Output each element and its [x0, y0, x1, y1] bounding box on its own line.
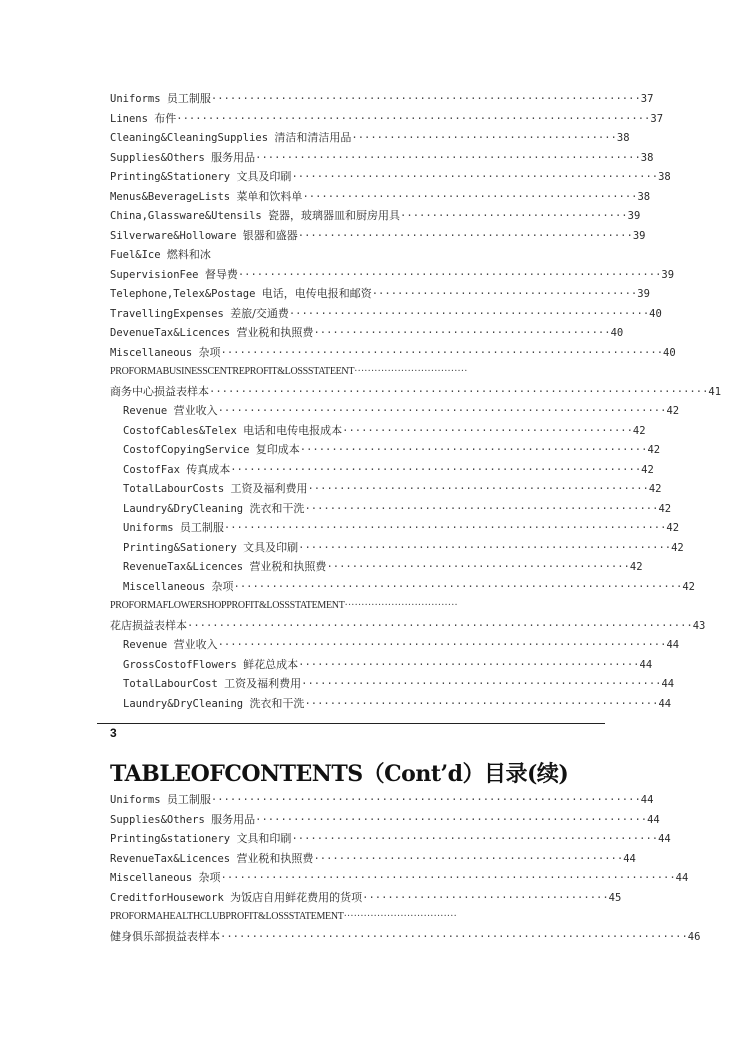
toc-entry[interactable]	[110, 907, 610, 927]
toc-entry-page: 43	[692, 619, 706, 632]
toc-entry-english: GrossCostofFlowers	[123, 658, 237, 671]
toc-entry[interactable]	[110, 421, 646, 441]
toc-entry[interactable]	[110, 187, 651, 207]
toc-entry-page: 42	[666, 522, 680, 534]
toc-entry-page: 44	[658, 833, 671, 845]
dot-leader: ·························································	[288, 307, 650, 320]
toc-entry-chinese: 洗衣和干洗	[249, 696, 305, 710]
toc-entry[interactable]	[110, 382, 722, 402]
dot-leader: ··········································	[371, 288, 638, 300]
toc-entry-chinese: 工资及福利费用	[230, 482, 308, 495]
dot-leader: ·······································································	[233, 580, 683, 593]
toc-entry[interactable]	[110, 401, 680, 421]
dot-leader: ······················································	[298, 658, 640, 671]
toc-entry-english: Telephone,Telex&Postage	[110, 288, 256, 300]
toc-entry-english: Fuel&Ice	[110, 249, 161, 261]
toc-entry-page: 46	[687, 930, 701, 943]
toc-entry-english: Revenue	[123, 405, 168, 417]
toc-entry-chinese: 督导费	[204, 267, 238, 281]
toc-entry-page: 38	[658, 171, 671, 183]
toc-entry-chinese: 营业税和执照费	[249, 560, 327, 573]
toc-entry-page: 40	[649, 307, 662, 320]
toc-entry-chinese: 布件	[154, 111, 177, 125]
toc-entry-english: PROFORMABUSINESSCENTREPROFIT&LOSSSTATEENT	[110, 366, 355, 377]
toc-entry-chinese: 工资及福利费用	[224, 677, 302, 690]
dot-leader: ··································	[343, 911, 457, 922]
dot-leader: ················································	[326, 561, 630, 573]
toc-entry-english: CostofFax	[123, 463, 180, 476]
dot-leader: ········································································	[220, 872, 676, 884]
toc-entry[interactable]	[110, 694, 672, 714]
toc-entry[interactable]	[110, 128, 630, 148]
toc-entry-page: 44	[661, 678, 675, 690]
toc-entry-page: 42	[629, 561, 643, 573]
toc-entry[interactable]	[110, 829, 671, 849]
toc-entry-english: Printing&Stationery	[110, 171, 231, 183]
toc-entry-page: 41	[708, 385, 722, 398]
toc-list-top	[110, 89, 722, 713]
toc-entry-english: Printing&stationery	[110, 833, 231, 845]
toc-entry-english: Printing&Sationery	[123, 541, 237, 554]
dot-leader: ······································································	[223, 522, 667, 534]
dot-leader: ···············································································	[209, 385, 709, 398]
toc-entry[interactable]	[110, 927, 701, 947]
dot-leader: ·························································	[301, 678, 662, 690]
dot-leader: ················································································	[187, 619, 693, 632]
toc-entry-chinese: 服务用品	[211, 150, 256, 164]
toc-entry[interactable]	[110, 226, 646, 246]
dot-leader: ···························································	[298, 541, 672, 554]
toc-entry-chinese: 员工制服	[179, 521, 224, 534]
dot-leader: ··························································	[291, 171, 659, 183]
toc-entry-english: China,Glassware&Utensils	[110, 210, 262, 222]
dot-leader: ····································································	[210, 93, 641, 105]
toc-entry-page: 44	[666, 639, 680, 651]
toc-entry-page: 45	[608, 891, 622, 904]
toc-list-bottom	[110, 790, 701, 946]
toc-entry-chinese: 瓷器，玻璃器皿和厨房用具	[268, 209, 401, 222]
toc-entry-english: Miscellaneous	[123, 580, 206, 593]
toc-entry-page: 38	[616, 132, 630, 144]
toc-entry-page: 44	[658, 697, 672, 710]
toc-entry-english: CreditforHousework	[110, 891, 224, 904]
toc-entry[interactable]	[110, 109, 664, 129]
toc-entry-english: TravellingExpenses	[110, 307, 224, 320]
toc-entry-english: CostofCopyingService	[123, 444, 250, 456]
toc-entry-english: Laundry&DryCleaning	[123, 697, 244, 710]
toc-entry[interactable]	[110, 167, 671, 187]
toc-entry[interactable]	[110, 888, 622, 908]
dot-leader: ·····················································	[297, 229, 633, 242]
toc-entry-chinese: 文具及印刷	[236, 170, 292, 183]
toc-entry[interactable]	[110, 440, 661, 460]
toc-entry-page: 42	[671, 541, 684, 554]
toc-entry-page: 44	[640, 794, 654, 806]
toc-entry-english: TotalLabourCost	[123, 678, 218, 690]
toc-entry-page: 40	[610, 327, 624, 339]
toc-entry-english: Laundry&DryCleaning	[123, 502, 244, 515]
toc-entry-english: Menus&BeverageLists	[110, 190, 231, 203]
toc-entry-page: 42	[647, 444, 661, 456]
toc-entry-english: Cleaning&CleaningSupplies	[110, 132, 269, 144]
toc-entry-chinese: 服务用品	[211, 812, 256, 826]
dot-leader: ·····························································	[255, 151, 641, 164]
toc-entry-english: Supplies&Others	[110, 151, 205, 164]
toc-entry[interactable]	[110, 499, 672, 519]
dot-leader: ······································································	[220, 346, 664, 359]
toc-entry[interactable]	[110, 323, 624, 343]
toc-entry-english: RevenueTax&Licences	[110, 852, 231, 865]
toc-entry-english: DevenueTax&Licences	[110, 327, 231, 339]
toc-entry-page: 42	[682, 580, 696, 593]
toc-entry-page: 40	[663, 346, 676, 359]
toc-entry-english: PROFORMAFLOWERSHOPPROFIT&LOSSSTATEMENT	[110, 600, 345, 611]
toc-entry-page: 44	[623, 852, 636, 865]
dot-leader: ························································	[304, 697, 659, 710]
toc-entry-chinese: 燃料和冰	[166, 248, 211, 261]
toc-entry[interactable]	[110, 460, 654, 480]
toc-entry-chinese: 营业收入	[173, 638, 218, 651]
toc-entry-page: 44	[639, 658, 653, 671]
toc-entry-english: Uniforms	[110, 93, 161, 105]
toc-entry[interactable]	[110, 790, 654, 810]
toc-entry[interactable]	[110, 89, 654, 109]
toc-entry-english: Supplies&Others	[110, 813, 205, 826]
toc-entry[interactable]	[110, 674, 675, 694]
toc-entry-english: SupervisionFee	[110, 268, 199, 281]
toc-entry-chinese: 差旅/交通费	[230, 306, 289, 320]
toc-entry-chinese: 员工制服	[166, 92, 211, 105]
dot-leader: ·······································································	[217, 405, 667, 417]
toc-entry[interactable]	[110, 616, 706, 636]
toc-entry[interactable]	[110, 538, 684, 558]
toc-entry-chinese: 清洁和清洁用品	[274, 131, 352, 144]
dot-leader: ·······································································	[217, 639, 667, 651]
toc-entry[interactable]	[110, 343, 676, 363]
toc-entry-chinese: 营业税和执照费	[236, 851, 314, 865]
toc-entry-chinese: 营业收入	[173, 404, 218, 417]
dot-leader: ·······································	[362, 891, 609, 904]
dot-leader: ······················································	[307, 483, 649, 495]
dot-leader: ··············································	[342, 424, 633, 437]
toc-entry-chinese: 为饭店自用鲜花费用的货项	[230, 890, 363, 904]
dot-leader: ·····················································	[302, 190, 638, 203]
toc-entry-page: 37	[640, 93, 654, 105]
toc-entry[interactable]	[110, 265, 675, 285]
toc-entry-page: 42	[648, 483, 662, 495]
dot-leader: ······························································	[255, 813, 648, 826]
dot-leader: ··········································	[351, 132, 617, 144]
toc-entry[interactable]	[110, 557, 643, 577]
toc-entry-page: 38	[637, 190, 651, 203]
toc-entry-chinese: 杂项	[211, 579, 234, 593]
dot-leader: ···············································	[313, 327, 611, 339]
toc-entry[interactable]	[110, 635, 680, 655]
toc-entry-chinese: 文具和印刷	[236, 832, 292, 845]
toc-entry-chinese: 文具及印刷	[243, 540, 299, 554]
toc-entry-chinese: 健身俱乐部损益表样本	[110, 929, 220, 943]
dot-leader: ··································	[344, 600, 458, 611]
toc-entry-chinese: 花店损益表样本	[110, 618, 187, 632]
toc-entry[interactable]	[110, 245, 610, 265]
toc-entry[interactable]	[110, 362, 610, 382]
dot-leader: ·······················································	[299, 444, 648, 456]
page-divider	[97, 723, 605, 724]
dot-leader: ···········································································	[176, 112, 651, 125]
toc-entry[interactable]	[110, 596, 610, 616]
toc-entry[interactable]	[110, 148, 654, 168]
dot-leader: ·················································	[313, 852, 624, 865]
dot-leader: ·································································	[230, 463, 642, 476]
toc-entry-page: 39	[637, 288, 650, 300]
toc-entry-chinese: 复印成本	[255, 443, 300, 456]
toc-entry-chinese: 鲜花总成本	[243, 657, 299, 671]
toc-entry-page: 42	[641, 463, 654, 476]
toc-entry-english: Uniforms	[110, 794, 161, 806]
dot-leader: ···································································	[237, 268, 662, 281]
toc-entry-chinese: 传真成本	[186, 462, 231, 476]
dot-leader: ··································	[354, 366, 468, 377]
dot-leader: ··························································	[291, 833, 659, 845]
toc-entry[interactable]	[110, 810, 660, 830]
toc-entry-chinese: 员工制服	[166, 793, 211, 806]
toc-entry-chinese: 电话和电传电报成本	[243, 423, 343, 437]
toc-entry-english: CostofCables&Telex	[123, 424, 237, 437]
toc-entry[interactable]	[110, 518, 680, 538]
toc-entry[interactable]	[110, 284, 650, 304]
toc-entry-page: 44	[647, 813, 660, 826]
toc-entry-chinese: 电话，电传电报和邮资	[261, 287, 372, 300]
toc-entry-english: TotalLabourCosts	[123, 483, 225, 495]
toc-entry[interactable]	[110, 655, 653, 675]
dot-leader: ························································	[304, 502, 659, 515]
toc-entry[interactable]	[110, 206, 641, 226]
dot-leader: ··········································································	[220, 930, 688, 943]
toc-entry-english: Silverware&Holloware	[110, 229, 237, 242]
toc-entry-english: Uniforms	[123, 522, 174, 534]
toc-entry-chinese: 银器和盛器	[242, 228, 298, 242]
toc-entry-english: Miscellaneous	[110, 872, 193, 884]
toc-entry-english: Linens	[110, 112, 148, 125]
toc-entry-chinese: 杂项	[198, 345, 221, 359]
toc-entry-page: 42	[658, 502, 672, 515]
toc-entry[interactable]	[110, 868, 689, 888]
toc-entry-chinese: 营业税和执照费	[236, 326, 314, 339]
toc-entry-page: 42	[666, 405, 680, 417]
page-number: 3	[110, 726, 117, 740]
toc-entry-chinese: 商务中心损益表样本	[110, 384, 209, 398]
toc-entry-chinese: 菜单和饮料单	[236, 189, 303, 203]
toc-entry-english: Revenue	[123, 639, 168, 651]
toc-entry-page: 39	[661, 268, 675, 281]
toc-entry-english: Miscellaneous	[110, 346, 193, 359]
toc-entry[interactable]	[110, 577, 696, 597]
toc-entry-page: 39	[632, 229, 646, 242]
toc-entry[interactable]	[110, 479, 662, 499]
toc-entry-english: RevenueTax&Licences	[123, 561, 244, 573]
toc-entry-page: 44	[675, 872, 689, 884]
dot-leader: ····································································	[210, 794, 641, 806]
section-title: TABLEOFCONTENTS（Cont’d）目录(续)	[110, 761, 569, 787]
dot-leader: ····································	[400, 210, 628, 222]
toc-entry-chinese: 杂项	[198, 871, 221, 884]
toc-entry-page: 38	[640, 151, 654, 164]
toc-entry-chinese: 洗衣和干洗	[249, 501, 305, 515]
toc-entry-page: 37	[650, 112, 664, 125]
toc-entry-page: 42	[632, 424, 646, 437]
toc-entry-page: 39	[627, 210, 641, 222]
toc-entry-english: PROFORMAHEALTHCLUBPROFIT&LOSSSTATEMENT	[110, 911, 344, 922]
toc-entry[interactable]	[110, 304, 662, 324]
toc-entry[interactable]	[110, 849, 636, 869]
